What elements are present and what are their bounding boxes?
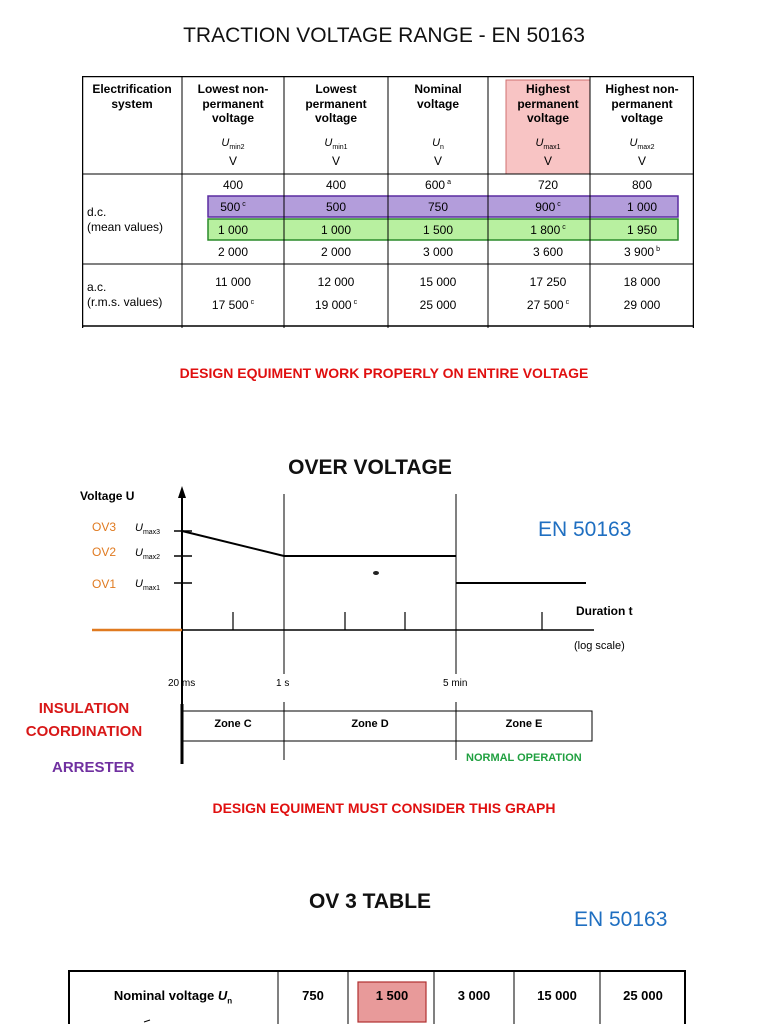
dc-cell: 500 xyxy=(325,200,347,214)
dc-cell: 600 $^a$ xyxy=(425,178,451,192)
dc-cell: 1 000 xyxy=(626,200,658,214)
insulation-coordination-label: INSULATION COORDINATION xyxy=(25,700,143,740)
ac-cell: 25 000 xyxy=(419,298,457,312)
header-lowest-permanent: Lowest permanent voltage xyxy=(305,82,367,125)
voltage-profile-line xyxy=(182,531,456,556)
y-axis-arrow-icon xyxy=(178,486,186,498)
dc-cell: 1 000 xyxy=(320,223,352,237)
section1-note: DESIGN EQUIMENT WORK PROPERLY ON ENTIRE VOLTAGE xyxy=(179,365,589,381)
header-sym-umax1: $U_{max1}$ xyxy=(535,137,561,152)
ac-cell: 17 250 xyxy=(529,275,567,289)
dc-cell: 1 000 xyxy=(217,223,249,237)
dc-cell: 400 xyxy=(325,178,347,192)
dc-cell: 800 xyxy=(631,178,653,192)
zone-e: Zone E xyxy=(505,718,543,730)
tick-20ms: 20 ms xyxy=(168,678,196,689)
header-sym-umin2: $U_{min2}$ xyxy=(221,137,245,152)
dc-cell: 3 600 xyxy=(532,245,564,259)
dc-cell: 1 500 xyxy=(422,223,454,237)
ac-cell: 29 000 xyxy=(623,298,661,312)
dc-cell: 1 950 xyxy=(626,223,658,237)
section1-title: TRACTION VOLTAGE RANGE - EN 50163 xyxy=(183,24,585,47)
dc-label: d.c. (mean values) xyxy=(87,205,164,234)
y-axis-label: Voltage U xyxy=(80,489,135,503)
header-nominal: Nominal voltage xyxy=(414,82,462,111)
section3-title: OV 3 TABLE xyxy=(308,890,432,913)
dc-cell: 3 000 xyxy=(422,245,454,259)
section2-title: OVER VOLTAGE xyxy=(288,456,452,479)
header-unit-2: V xyxy=(331,154,340,168)
section2-standard: EN 50163 xyxy=(538,518,632,541)
umax1-label: $U_{max1}$ xyxy=(135,578,161,593)
header-highest-non-permanent: Highest non-permanent voltage xyxy=(605,82,679,125)
zone-d: Zone D xyxy=(351,718,389,730)
x-axis-scale: (log scale) xyxy=(574,640,625,652)
dc-cell: 750 xyxy=(427,200,449,214)
header-unit-1: V xyxy=(228,154,237,168)
umax3-label: $U_{max3}$ xyxy=(135,522,161,537)
ac-cell: 27 500 $^c$ xyxy=(526,298,570,312)
header-sym-umin1: $U_{min1}$ xyxy=(324,137,348,152)
ov3-val-750: 750 xyxy=(302,988,324,1003)
ov3-header: Nominal voltage $U_n$ xyxy=(113,988,233,1006)
ac-cell: 12 000 xyxy=(317,275,355,289)
ac-cell: 18 000 xyxy=(623,275,661,289)
section2-note: DESIGN EQUIMENT MUST CONSIDER THIS GRAPH xyxy=(212,800,556,816)
ac-cell: 19 000 $^c$ xyxy=(314,298,358,312)
ov3-val-25000: 25 000 xyxy=(623,988,663,1003)
ac-cell: 17 500 $^c$ xyxy=(211,298,255,312)
tick-5min: 5 min xyxy=(443,678,468,689)
zone-c: Zone C xyxy=(214,718,252,730)
umax2-label: $U_{max2}$ xyxy=(135,547,161,562)
dc-cell: 1 800 $^c$ xyxy=(530,223,566,237)
section3-standard: EN 50163 xyxy=(574,908,668,931)
header-highest-permanent: Highest permanent voltage xyxy=(517,82,579,125)
tick-1s: 1 s xyxy=(276,678,290,689)
ac-label: a.c. (r.m.s. values) xyxy=(87,280,163,309)
header-sym-umax2: $U_{max2}$ xyxy=(629,137,655,152)
header-lowest-non-permanent: Lowest non-permanent voltage xyxy=(197,82,269,125)
ov2-label: OV2 xyxy=(92,545,117,559)
dc-cell: 900 $^c$ xyxy=(535,200,561,214)
header-unit-3: V xyxy=(433,154,442,168)
ov1-label: OV1 xyxy=(92,577,117,591)
dc-cell: 3 900 $^b$ xyxy=(624,245,660,259)
dc-cell: 500 $^c$ xyxy=(220,200,246,214)
dc-cell: 400 xyxy=(222,178,244,192)
ov3-val-1500: 1 500 xyxy=(375,988,409,1003)
header-electrification: Electrification system xyxy=(92,82,172,111)
ov3-label: OV3 xyxy=(92,520,117,534)
voltage-range-table xyxy=(82,76,694,328)
dc-cell: 2 000 xyxy=(217,245,249,259)
ov3-val-3000: 3 000 xyxy=(457,988,491,1003)
ov3-val-15000: 15 000 xyxy=(537,988,577,1003)
ac-cell: 15 000 xyxy=(419,275,457,289)
header-unit-5: V xyxy=(637,154,646,168)
header-sym-un: $U_n$ xyxy=(432,137,444,152)
ov3-table xyxy=(68,970,686,1024)
x-axis-label: Duration t xyxy=(576,604,633,618)
arrester-label: ARRESTER xyxy=(52,759,135,776)
dc-cell: 2 000 xyxy=(320,245,352,259)
normal-operation-label: NORMAL OPERATION xyxy=(466,752,582,764)
dc-cell: 720 xyxy=(537,178,559,192)
ac-cell: 11 000 xyxy=(215,275,251,289)
header-unit-4: V xyxy=(543,154,552,168)
